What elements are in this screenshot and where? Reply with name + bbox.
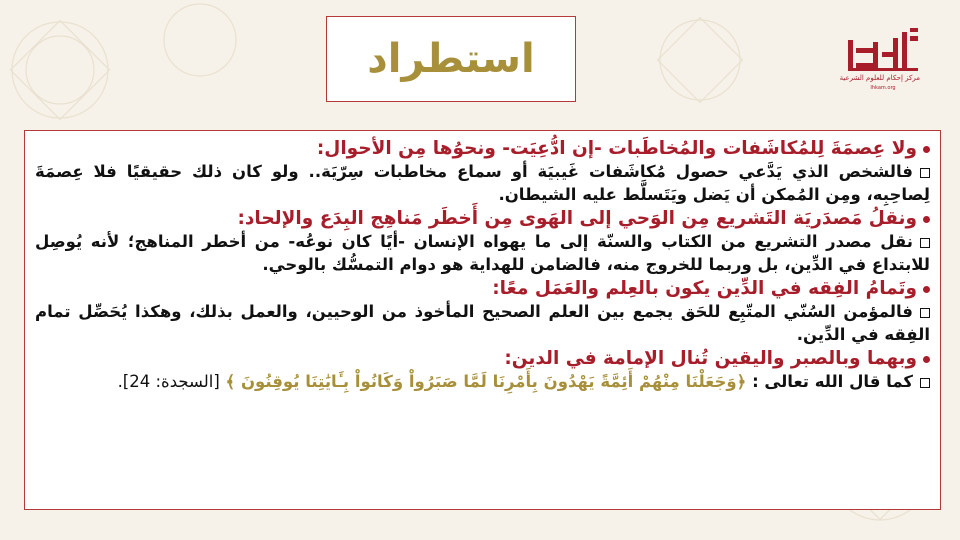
quran-verse: ﴿وَجَعَلْنَا مِنْهُمْ أَئِمَّةً يَهْدُونَ بِأَمْرِنَا لَمَّا صَبَرُواْ وَكَانُواْ بِـَٔايَٰتِنَا يُوقِنُونَ ﴾ bbox=[225, 372, 747, 391]
logo-mark-icon bbox=[846, 28, 920, 72]
checkbox-bullet-icon bbox=[920, 168, 930, 178]
section-paragraph: فالشخص الذي يَدَّعي حصول مُكاشَفات غَيبيَة أو سماع مخاطبات سِرّيَة.. ولو كان ذلك حقيقيًا فلا عِصمَةَ لِصاحِبِه، ومِن المُمكن أن يَضل ويَتَسلَّط عليه الشيطان. bbox=[35, 162, 930, 204]
content-box bbox=[24, 130, 941, 510]
logo bbox=[839, 28, 920, 98]
section-heading: وبهما وبالصبر واليقين تُنال الإمامة في الدين: bbox=[35, 347, 930, 370]
bullet-dot-icon bbox=[923, 286, 930, 293]
logo-tagline: Ihkam.org bbox=[870, 85, 896, 91]
section-heading: ولا عِصمَةَ لِلمُكاشَفات والمُخاطَبات -إن ادُّعِيَت- ونحوُها مِن الأحوال: bbox=[35, 137, 930, 160]
bullet-dot-icon bbox=[923, 356, 930, 363]
quote-intro: كما قال الله تعالى : bbox=[752, 372, 913, 391]
checkbox-bullet-icon bbox=[920, 378, 930, 388]
bullet-dot-icon bbox=[923, 216, 930, 223]
title-box bbox=[326, 16, 576, 102]
bullet-dot-icon bbox=[923, 146, 930, 153]
logo-subtitle: مركز إحكام للعلوم الشرعية bbox=[839, 74, 920, 82]
verse-reference: [السجدة: 24]. bbox=[117, 372, 220, 391]
section-heading: ونقلُ مَصدَريَة التَشريع مِن الوَحي إلى الهَوى مِن أَخطَر مَناهِج البِدَع والإلحاد: bbox=[35, 207, 930, 230]
checkbox-bullet-icon bbox=[920, 308, 930, 318]
page-title: استطراد bbox=[367, 36, 535, 82]
section-heading: وتَمامُ الفِقه في الدِّين يكون بالعِلم والعَمَل معًا: bbox=[35, 277, 930, 300]
section-paragraph: نقل مصدر التشريع من الكتاب والسنّة إلى ما يهواه الإنسان -أيًا كان نوعُه- من أخطر المناهج؛ لأنه يُوصِل للابتداع في الدِّين، بل وربما للخروج منه، فالضامن للهداية هو دوام التمسُّك بالوحي. bbox=[35, 232, 930, 274]
section-paragraph bbox=[35, 370, 930, 393]
checkbox-bullet-icon bbox=[920, 238, 930, 248]
section-paragraph: فالمؤمن السُنّي المتّبِع للحَق يجمع بين العلم الصحيح المأخوذ من الوحيين، والعمل بذلك، وهكذا يُحَصِّل تمام الفِقه في الدِّين. bbox=[35, 302, 930, 344]
